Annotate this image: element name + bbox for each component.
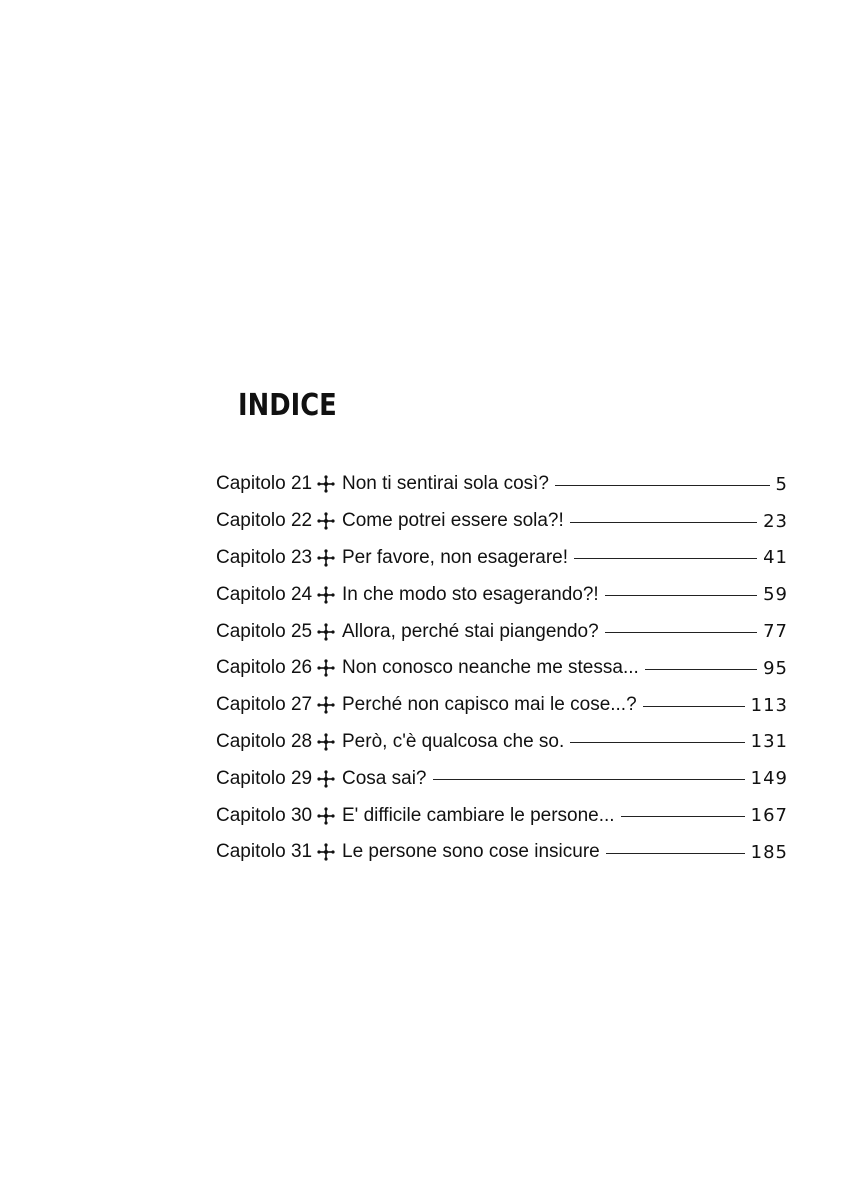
dot-leader bbox=[621, 816, 745, 817]
toc-entry[interactable] bbox=[216, 650, 788, 687]
chapter-number: Capitolo 28 bbox=[216, 730, 313, 752]
chapter-title: Allora, perché stai piangendo? bbox=[342, 620, 599, 642]
chapter-title: Cosa sai? bbox=[342, 767, 427, 789]
chapter-number: Capitolo 21 bbox=[216, 473, 313, 495]
ornamental-cross-icon bbox=[310, 732, 342, 752]
toc-entry[interactable] bbox=[216, 797, 788, 834]
toc-entry[interactable] bbox=[216, 613, 788, 650]
ornamental-cross-icon bbox=[310, 842, 342, 862]
toc-entry[interactable] bbox=[216, 687, 788, 724]
toc-entry[interactable] bbox=[216, 760, 788, 797]
chapter-title: Non ti sentirai sola così? bbox=[342, 473, 549, 495]
chapter-title: Come potrei essere sola?! bbox=[342, 510, 564, 532]
toc-entry[interactable] bbox=[216, 540, 788, 577]
page-number: 41 bbox=[763, 547, 788, 569]
chapter-number: Capitolo 24 bbox=[216, 583, 313, 605]
chapter-title: Perché non capisco mai le cose...? bbox=[342, 694, 637, 716]
page-number: 5 bbox=[775, 473, 788, 495]
ornamental-cross-icon bbox=[310, 474, 342, 494]
ornamental-cross-icon bbox=[310, 769, 342, 789]
ornamental-cross-icon bbox=[310, 511, 342, 531]
dot-leader bbox=[643, 706, 745, 707]
dot-leader bbox=[570, 522, 757, 523]
ornamental-cross-icon bbox=[310, 806, 342, 826]
toc-entry[interactable] bbox=[216, 466, 788, 503]
toc-entry[interactable] bbox=[216, 834, 788, 871]
dot-leader bbox=[645, 669, 757, 670]
chapter-number: Capitolo 23 bbox=[216, 546, 313, 568]
chapter-title: E' difficile cambiare le persone... bbox=[342, 804, 615, 826]
dot-leader bbox=[605, 595, 757, 596]
dot-leader bbox=[555, 485, 770, 486]
chapter-number: Capitolo 30 bbox=[216, 804, 313, 826]
page-number: 77 bbox=[763, 621, 788, 643]
ornamental-cross-icon bbox=[310, 695, 342, 715]
ornamental-cross-icon bbox=[310, 658, 342, 678]
toc-entry[interactable] bbox=[216, 503, 788, 540]
dot-leader bbox=[606, 853, 745, 854]
chapter-number: Capitolo 25 bbox=[216, 620, 313, 642]
ornamental-cross-icon bbox=[310, 585, 342, 605]
page-number: 59 bbox=[763, 584, 788, 606]
chapter-title: In che modo sto esagerando?! bbox=[342, 583, 599, 605]
chapter-number: Capitolo 22 bbox=[216, 510, 313, 532]
page-number: 95 bbox=[763, 657, 788, 679]
dot-leader bbox=[433, 779, 745, 780]
toc-entry[interactable] bbox=[216, 576, 788, 613]
chapter-title: Per favore, non esagerare! bbox=[342, 546, 569, 568]
dot-leader bbox=[605, 632, 757, 633]
index-title: INDICE bbox=[238, 388, 337, 423]
chapter-number: Capitolo 27 bbox=[216, 694, 313, 716]
chapter-title: Però, c'è qualcosa che so. bbox=[342, 730, 565, 752]
dot-leader bbox=[574, 558, 757, 559]
chapter-title: Non conosco neanche me stessa... bbox=[342, 657, 639, 679]
chapter-title: Le persone sono cose insicure bbox=[342, 841, 600, 863]
ornamental-cross-icon bbox=[310, 548, 342, 568]
page-number: 149 bbox=[750, 768, 788, 790]
page-number: 167 bbox=[750, 805, 788, 827]
chapter-number: Capitolo 26 bbox=[216, 657, 313, 679]
table-of-contents bbox=[216, 466, 788, 871]
chapter-number: Capitolo 31 bbox=[216, 841, 313, 863]
ornamental-cross-icon bbox=[310, 622, 342, 642]
page-number: 185 bbox=[750, 841, 788, 863]
page-number: 23 bbox=[763, 510, 788, 532]
chapter-number: Capitolo 29 bbox=[216, 767, 313, 789]
page-number: 113 bbox=[750, 694, 788, 716]
dot-leader bbox=[570, 742, 744, 743]
page-number: 131 bbox=[750, 731, 788, 753]
toc-entry[interactable] bbox=[216, 724, 788, 761]
